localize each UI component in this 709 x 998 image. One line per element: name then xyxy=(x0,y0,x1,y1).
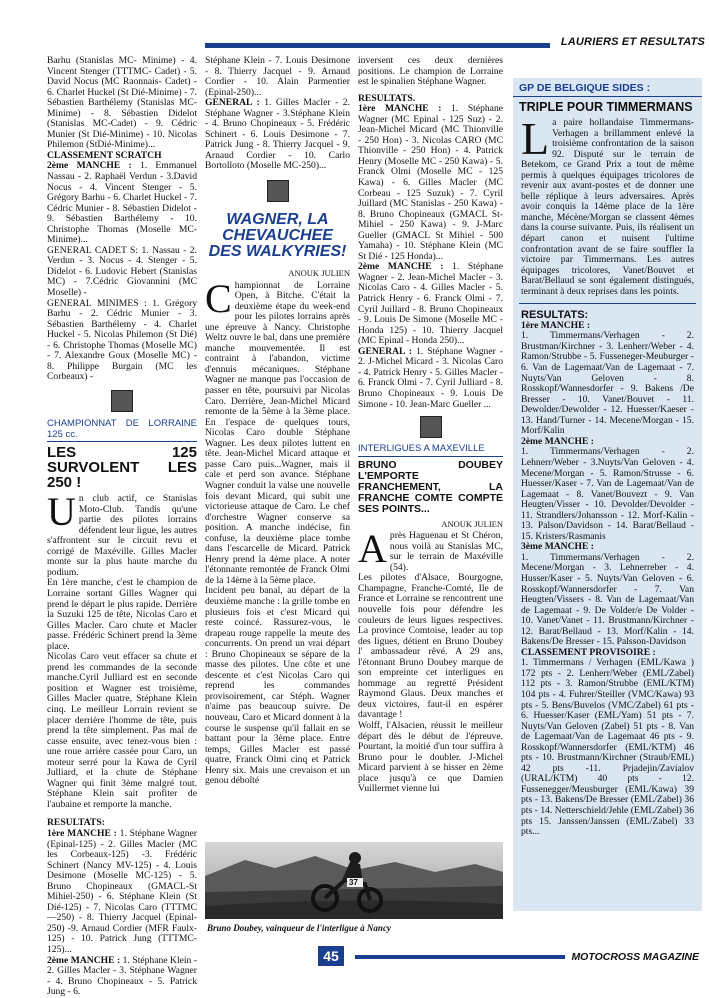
box-divider xyxy=(519,303,696,304)
column-1 xyxy=(47,56,197,998)
box-intro: a paire hollandaise Timmermans-Verhagen a brillamment enlevé la troisième confrontation de la saison 92. Disputé sur le terrain de Betekom, ce Grand Prix a tout de même permis à quelques équipages tricolores de revenir aux avant-postes et de donner une belle réplique à leurs adversaires. Après avoir conquis la 14ème place de la 1ère manche, Mécène/Morgan se classent 4èmes dans la course suivante. Puis, ils réalisent un départ canon et nuisent l'ultime confrontation avant de se faire souffler la victoire par Timmermans. Les autres équipages tricolores, Vanet/Bouvet et Barat/Bellaud se sont également distingués, terminant à deux reprises dans les points. xyxy=(521,117,694,297)
drop-cap: L xyxy=(521,113,550,164)
page-header xyxy=(205,36,705,53)
header-rule xyxy=(205,43,550,48)
round-label: 1ère MANCHE : xyxy=(521,319,591,331)
scratch-results: 1. Emmanuel Nassau - 2. Raphaël Verdun - 3.David Nocus - 4. Vincent Stenger - 5. Grégory Barhu - 6. Charlet Huckel - 7. Cédric Munier - 8. Sébastien Didelot - 9. Sébastien Barthélemy - 10. Christophe Thomas (Moselle MC-Minime)... xyxy=(47,160,197,246)
magazine-name: MOTOCROSS MAGAZINE xyxy=(571,951,699,963)
article-kicker: CHAMPIONNAT DE LORRAINE 125 cc. xyxy=(47,419,197,442)
scratch-round-label: 2ème MANCHE : xyxy=(47,160,132,172)
end-mark-icon xyxy=(420,416,442,438)
page-number: 45 xyxy=(318,946,344,966)
bike-number: 37 xyxy=(349,878,358,887)
results-continued: Barhu (Stanislas MC- Minime) - 4. Vincent Stenger (TTTMC- Cadet) - 5. David Nocus (MC Raonnais- Cadet) - 6. Charlet Huckel (St Dié-Minime) - 7. Sébastien Barthélemy (Stanislas MC-Minime) - 8. Sébastien Didelot (Stanislas MC-Cadet) - 9. Cédric Munier (St Dié-Minime) - 10. Nicolas Philemon (StDié-Minime)... xyxy=(47,55,197,151)
end-mark-icon xyxy=(267,180,289,202)
article-headline: LES 125 SURVOLENT LES 250 ! xyxy=(47,444,197,492)
scratch-title: CLASSEMENT SCRATCH xyxy=(47,149,162,161)
standings-title: CLASSEMENT PROVISOIRE : xyxy=(521,646,656,658)
round-results: 1. Stéphane Klein - 2. Gilles Macler - 3. Stéphane Wagner - 4. Bruno Chopineaux - 5. Patrick Jung - 6. xyxy=(47,954,198,998)
article-kicker: INTERLIGUES A MAXEVILLE xyxy=(358,444,503,457)
general-results: 1. Stéphane Wagner - 2. J-Michel Micard - 3. Nicolas Caro - 4. Patrick Henry - 5. Gilles Macler - 6. Franck Olmi - 7. Cyril Julliard - 8. Bruno Chopineaux - 9. Louis De Simone - 10. Jean-Marc Gueller ... xyxy=(358,345,503,410)
end-mark-icon xyxy=(111,390,133,412)
box-results-title: RESULTATS: xyxy=(521,309,589,322)
drop-cap: A xyxy=(358,526,387,572)
section-title: LAURIERS ET RESULTATS xyxy=(560,36,705,48)
round-results: 1. Timmermans/Verhagen - 2. Brustman/Kirchner - 3. Lenherr/Weber - 4. Ramon/Strubbe - 5. Fusseneger-Meuburger - 6. Van de Lagemaat/Van de Lagemaat - 7. Nuyts/Van Geloven - 8. Rosskopf/Wannesdorfer - 9. Bakens /De Bresser - 10. Vanet/Bouvet - 11. Dewolder/Dewolder - 12. Huesser/Kaeser - 13. Hand/Turner - 14. Mecene/Morgan - 15. Morf/Kalin xyxy=(521,330,694,437)
article-paragraph: n club actif, ce Stanislas Moto-Club. Tandis qu'une partie des pilotes lorrains défendent leur ligue, les autres s'affrontent sur le circuit revu et corrigé de Maxéville. Gilles Macler monte sur la plus haute marche du podium. xyxy=(47,493,197,578)
box-headline: TRIPLE POUR TIMMERMANS xyxy=(519,100,693,114)
byline: ANOUK JULIEN xyxy=(288,268,350,279)
round-label: 2ème MANCHE : xyxy=(47,954,121,966)
article-paragraph: hampionnat de Lorraine Open, à Bitche. C'était la deuxième étape du week-end pour les pilotes lorrains après une épreuve à Nancy. Christophe Weltz ouvre le bal, dans une première manche mouvementée. Il est contraint à l'abandon, victime d'ennuis mécaniques. Stéphane Wagner ne manque pas l'occasion de passer en tête, poursuivi par Nicolas Caro. Derrière, Jean-Michel Micard remonte de la 5ème à la 3ème place. En l'espace de quelques tours, Nicolas Caro double Stéphane Wagner. Les deux pilotes luttent en tête. Jean-Michel Micard attaque et passe Caro puis...Wagner, mais il cale et perd son avance. Stéphane Wagner conduit la valse une nouvelle fois devant Micard, qui subit une victorieuse attaque de Caro. Le chef d'orchestre Wagner conserve sa position. A manche indécise, fin confuse, la deuxième place tombe dans l'escarcelle de Micard. Patrick Henry prend la 4ème place. A noter l'étonnante remontée de Franck Olmi de la 14ème à la 5ème place. xyxy=(205,279,350,586)
general-label: GENERAL : xyxy=(205,97,260,109)
column-3 xyxy=(358,56,503,795)
column-2 xyxy=(205,56,350,787)
article-paragraph: Les pilotes d'Alsace, Bourgogne, Champagne, Franche-Comté, Ile de France et Lorraine se rencontrent une nouvelle fois pour défendre les couleurs de leurs ligues respectives. La province Comtoise, leader au top des ligues, détient en Bruno Doubey l' ambassadeur rêvé. A 29 ans, l'étonnant Bruno Doubey marque de son empreinte cet interligues en hommage au regretté Président Raymond Glaus. Deux manches et deux victoires, faut-il en espérer davantage ! xyxy=(358,572,503,721)
article-paragraph: Wolff, l'Alsacien, réussit le meilleur départ dès le début de l'épreuve. Pourtant, la moitié d'un tour suffira à Bruno pour le doubler. J-Michel Micard parvient à se hisser en 2ème place jusqu'à ce que Damien Vuillermet vienne lui xyxy=(358,719,503,795)
round-label: 2ème MANCHE : xyxy=(521,435,594,447)
round-results: 1. Stéphane Wagner (MC Epinal - 125 Suz) - 2. Jean-Michel Micard (MC Thionville - 250 Hon) - 3. Nicolas CARO (MC Thionville - 250 Hon) - 4. Patrick Henry (Moselle MC - 250 Kawa) - 5. Franck Olmi (Moselle MC - 125 Kawa) - 6. Gilles Macler (MC Corbeau - 125 Suzuk) - 7. Cyril Juillard (MC Stanislas - 250 Kawa) - 8. Bruno Chopineaux (GMACL St-Mihiel - 250 Kawa) - 9. J-Marc Gueller (GMACL St Mihiel - 500 Yamaha) - 10. Stéphane Klein (MC St Dié - 125 Honda)... xyxy=(358,103,503,262)
round-results: 1. Stéphane Wagner - 2. Jean-Michel Macler - 3. Nicolas Caro - 4. Gilles Macler - 5. Patrick Henry - 6. Franck Olmi - 7. Cyril Juillard - 8. Bruno Chopineaux - 9. Louis De Simone (Moselle MC - Honda 125) - 10. Thierry Jacquel (MC Epinal - Honda 250)... xyxy=(358,261,503,347)
round-results: 1. Stéphane Wagner (Epinal-125) - 2. Gilles Macler (MC les Corbeaux-125) -3. Frédéric Schinert (Nancy MV-125) - 4. Louis Desimone (Moselle MC-125) - 5. Bruno Chopineaux (GMACL-St Mihiel-250) - 6. Stéphane Klein (St Dié-125) - 7. Nicolas Caro (TTTMC—250) - 8. Thierry Jacquel (Epinal-250) -9. Arnaud Cordier (MFR Faulx-125) - 10. Patrick Jung (TTTMC-125)... xyxy=(47,828,198,956)
standings-results: 1. Timmermans / Verhagen (EML/Kawa ) 172 pts - 2. Lenherr/Weber (EML/Zabel) 112 pts - 3. Ramon/Strubbe (EML/KTM) 104 pts - 4. Fuhrer/Steiller (VMC/Kawa) 93 pts - 5. Bens/Buvelos (VMC/Zabel) 61 pts - 6. Huesser/Kaser (EML/Yam) 51 pts - 7. Nuyts/Van Geloven (Zabel) 51 pts - 8. Van de Lagemaat/Van de Lagemaat 46 pts - 9. Rosskopf/Wannersdorfer (EML/KTM) 46 pts - 10. Brustmann/Kirchner (Straub/EML) 42 pts -11. Prjadejin/Zavialov (URAL/KTM) 40 pts - 12. Fussenegger/Meusburger (EML/Kawa) 39 pts - 13. Bakens/De Bresser (EML/Zabel) 36 pts - 14. Netterschield/Jehle (EML/Zabel) 36 pts 15. Janssen/Janssen (EML/Zabel) 33 pts... xyxy=(521,657,694,838)
general-minimes: GENERAL MINIMES : 1. Grégory Barhu - 2. Cédric Munier - 3. Sébastien Barthélemy - 4. Charlet Huckel - 5. Nicolas Philemon (St Dié) - 6. Christophe Thomas (Moselle MC) - 7. Alexandre Goux (Moselle MC) - 8. Philippe Burgain (MC les Corbeaux) - xyxy=(47,297,197,383)
article-headline: BRUNO DOUBEY L'EMPORTE FRANCHEMENT, LA FRANCHE COMTE COMPTE SES POINTS... xyxy=(358,458,503,515)
general-label: GENERAL : xyxy=(358,345,413,357)
footer-rule xyxy=(355,955,565,959)
gp-belgique-box xyxy=(513,78,702,911)
byline: ANOUK JULIEN xyxy=(441,518,503,529)
round-results: 1. Timmermans/Verhagen - 2. Mecene/Morgan - 3. Lehnerreber - 4. Husser/Kaser - 5. Nuyts/Van Geloven - 6. Rosskopf/Wannersdorfer - 7. Van Heugten/Vissers - 8. Van de Lagemaat/Van de Lagemaat - 9. De Volder/e De Volder - 10. Vanet/Vanet - 11. Brustmann/Kirchner - 12. Barat/Bellaud - 13. Morf/Kalin - 14. Bakens/De Bresser - 15. Palsson-Davidson xyxy=(521,551,694,648)
general-results: 1. Gilles Macler - 2. Stéphane Wagner - 3.Stéphane Klein - 4. Bruno Chopineaux - 5. Frédéric Schinert - 6. Louis Desimone - 7. Patrick Jung - 8. Thierry Jacquel - 9. Arnaud Cordier - 10. Carlo Bortolloto (Moselle MC-250)... xyxy=(205,97,350,172)
results-continued: Stéphane Klein - 7. Louis Desimone - 8. Thierry Jacquel - 9. Arnaud Cordier - 10. Alain Parmentier (Epinal-250)... xyxy=(205,55,350,98)
round-label: 1ère MANCHE : xyxy=(47,828,117,839)
drop-cap: C xyxy=(205,275,232,321)
article-headline: WAGNER, LA CHEVAUCHEE DES WALKYRIES! xyxy=(208,211,347,261)
article-paragraph: En 1ère manche, c'est le champion de Lorraine sortant Gilles Wagner qui prend le départ le plus rapide. Derrière la Suzuki 125 de tête, Nicolas Caro et Gilles Macler. Caro chute et Macler passe. Frédéric Schinert prend la 3ème place. xyxy=(47,577,197,652)
box-kicker: GP DE BELGIQUE SIDES : xyxy=(513,78,702,97)
race-photo xyxy=(205,842,503,919)
general-cadets: GENERAL CADET S: 1. Nassau - 2. Verdun - 3. Nocus - 4. Stenger - 5. Didelot - 6. Ludovic Hebert (Stanislas MC) - 7.Cédric Giovannini (MC Moselle) - xyxy=(47,244,197,299)
round-results: 1. Timmermans/Verhagen - 2. Lehnerr/Weber - 3.Nuyts/Van Geloven - 4. Mecene/Morgan - 5. Ramon/Strusse - 6. Huesser/Kaser - 7. Van de Lagemaat/Van de Lagemaat - 8. Vanet/Bouvezt - 9. Van Heugten/Visser - 10. Devolder/Devolder - 11. Strandlers/Johansson - 12. Morf-Kalin - 13. Palson/Davidson - 14. Barat/Bellaud - 15. Kristers/Rasmanis xyxy=(521,446,694,542)
round-label: 2ème MANCHE : xyxy=(358,261,444,273)
photo-caption: Bruno Doubey, vainqueur de l'interligue à Nancy xyxy=(207,923,391,933)
round-label: 1ère MANCHE : xyxy=(358,103,442,115)
article-paragraph: Incident peu banal, au départ de la deuxième manche : la grille tombe en plusieurs fois et c'est Micard qui reste coincé. Rassurez-vous, le drapeau rouge rappelle la meute des concurrents. On prend un vrai départ : Bruno Chopineaux se sépare de la masse des pilotes. Une côte et une descente et c'est Nicolas Caro qui reprend les commandes provisoirement, car Stéph. Wagner n'aime pas beaucoup suivre. De nouveau, Caro et Micard donnent à la course le suspense qu'il fallait en se battant pour la 3ème place. Entre temps, Gilles Macler est passé quatre, Franck Olmi cinq et Patrick Henry six. Mais une crevaison et un genou déboîté xyxy=(205,585,350,787)
article-paragraph: inversent ces deux dernières positions. Le champion de Lorraine est le spinalien Stéphane Wagner. xyxy=(358,55,503,88)
results-title: RESULTATS. xyxy=(358,92,416,104)
results-title: RESULTATS: xyxy=(47,817,105,829)
article-paragraph: près Haguenau et St Chéron, nous voilà au Stanislas MC, sur le terrain de Maxéville (54). xyxy=(389,530,503,573)
article-paragraph: Nicolas Caro veut effacer sa chute et prend les commandes de la seconde manche.Cyril Julliard est en seconde position et Wagner est troisième, Gilles Macler quatre, Stéphane Klein cinq. Le meilleur Lorrain revient se placer derrière l'homme de tête, puis prend la tête simplement. Pas mal de casse ensuite, avec tenez-vous bien : une roue arrière cassée pour Caro, un moteur serré pour la Kawa de Cyril Julliard, et la chute de Stéphane Wagner qui finit 3ème malgré tout. Stéphane Klein sait profiter de l'aubaine et remporte la manche. xyxy=(47,651,197,810)
round-label: 3ème MANCHE : xyxy=(521,541,594,553)
drop-cap: U xyxy=(47,489,76,535)
